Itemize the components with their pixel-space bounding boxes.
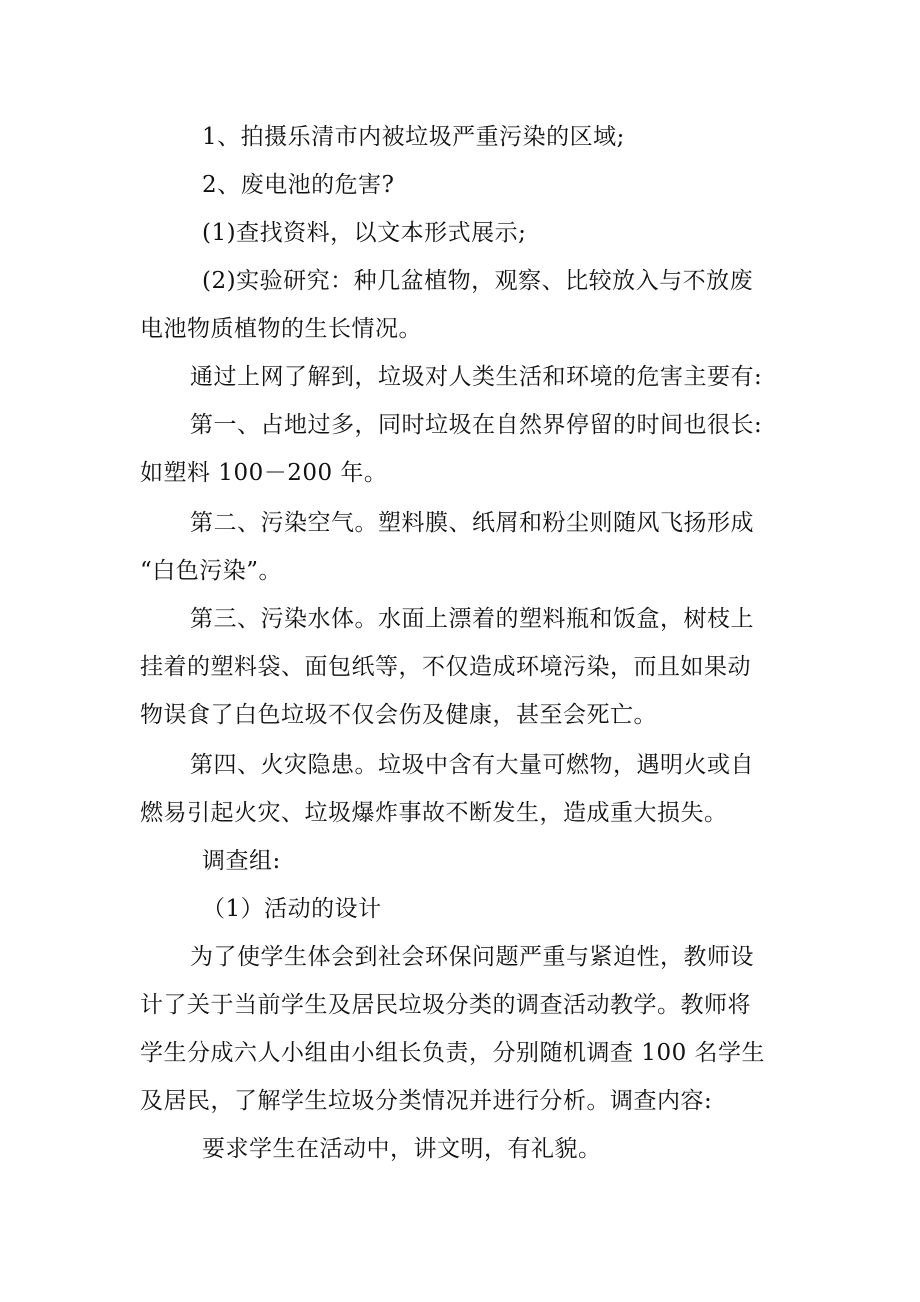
text-line: 物误食了白色垃圾不仅会伤及健康，甚至会死亡。 bbox=[140, 702, 657, 728]
text-line: (1)查找资料，以文本形式展示; bbox=[202, 220, 527, 246]
text-line: 如塑料 100－200 年。 bbox=[140, 460, 388, 486]
text-line: (2)实验研究：种几盆植物，观察、比较放入与不放废 bbox=[202, 268, 754, 294]
text-line: “白色污染”。 bbox=[140, 558, 283, 584]
text-line: 第四、火灾隐患。垃圾中含有大量可燃物，遇明火或自 bbox=[190, 752, 754, 778]
text-line: 燃易引起火灾、垃圾爆炸事故不断发生，造成重大损失。 bbox=[140, 800, 728, 826]
text-line: 1、拍摄乐清市内被垃圾严重污染的区域; bbox=[202, 124, 625, 150]
text-line: 第一、占地过多，同时垃圾在自然界停留的时间也很长: bbox=[190, 412, 763, 438]
text-line: 电池物质植物的生长情况。 bbox=[140, 316, 422, 342]
text-line: 要求学生在活动中，讲文明，有礼貌。 bbox=[202, 1136, 602, 1162]
text-line: 第三、污染水体。水面上漂着的塑料瓶和饭盒，树枝上 bbox=[190, 606, 754, 632]
text-line: 及居民，了解学生垃圾分类情况并进行分析。调查内容: bbox=[140, 1088, 713, 1114]
text-line: 通过上网了解到，垃圾对人类生活和环境的危害主要有: bbox=[190, 364, 763, 390]
text-line: 第二、污染空气。塑料膜、纸屑和粉尘则随风飞扬形成 bbox=[190, 510, 754, 536]
text-line: 2、废电池的危害? bbox=[202, 172, 395, 198]
text-line: （1）活动的设计 bbox=[202, 896, 382, 922]
text-line: 学生分成六人小组由小组长负责，分别随机调查 100 名学生 bbox=[140, 1040, 766, 1066]
text-line: 计了关于当前学生及居民垃圾分类的调查活动教学。教师将 bbox=[140, 992, 751, 1018]
text-line: 调查组: bbox=[202, 848, 281, 874]
text-line: 挂着的塑料袋、面包纸等，不仅造成环境污染，而且如果动 bbox=[140, 654, 751, 680]
text-line: 为了使学生体会到社会环保问题严重与紧迫性，教师设 bbox=[190, 944, 754, 970]
